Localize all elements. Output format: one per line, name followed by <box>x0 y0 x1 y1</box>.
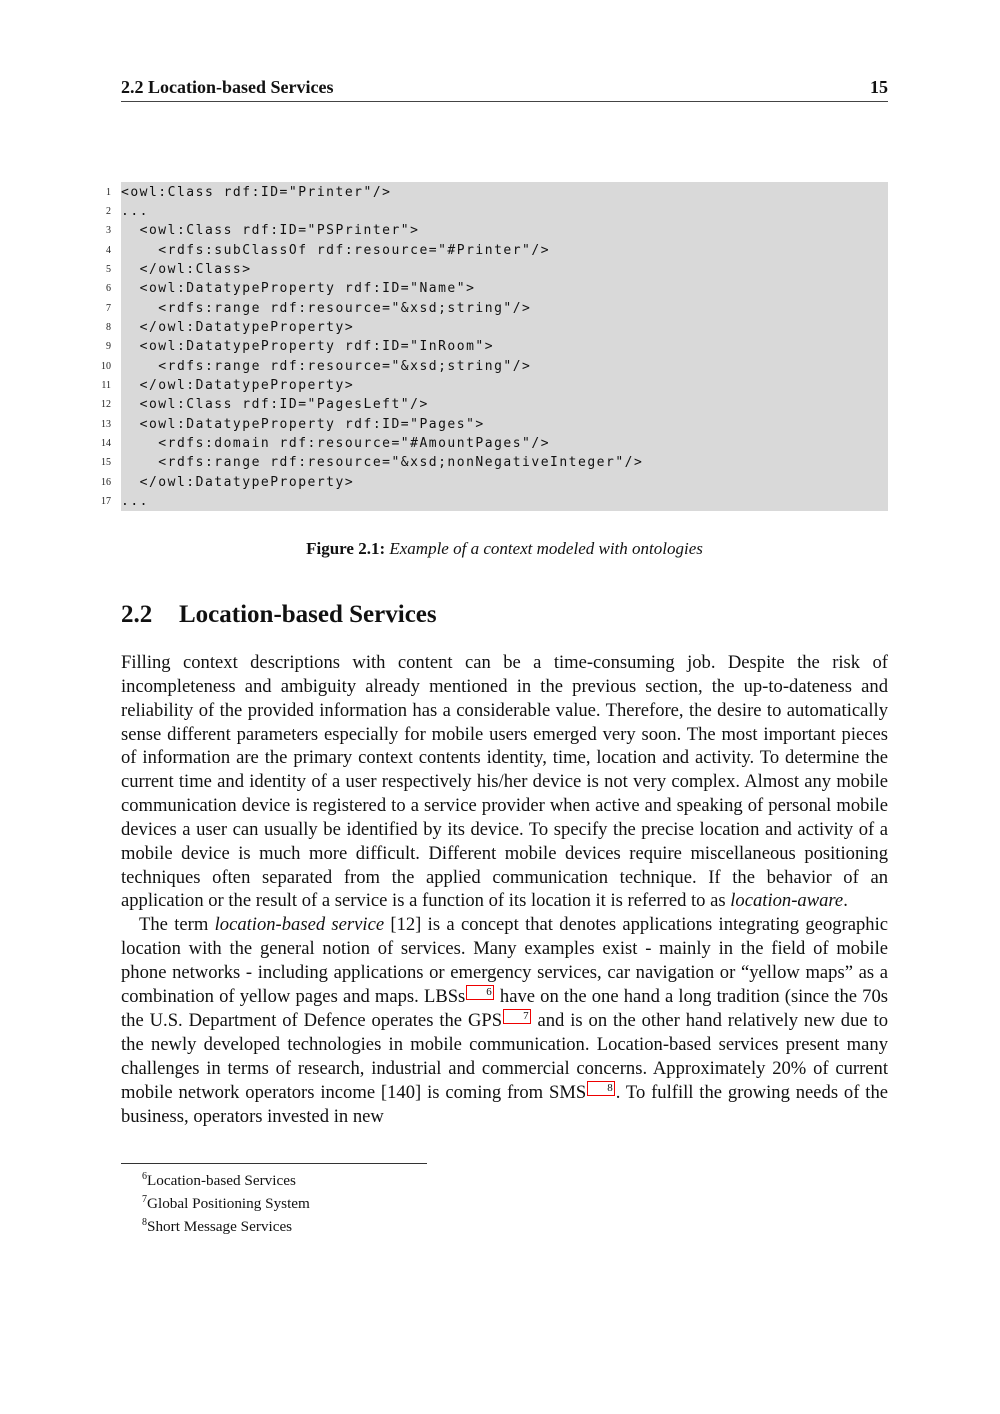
line-number: 1 <box>106 186 111 198</box>
footnotes <box>142 1167 310 1236</box>
section-heading <box>121 601 888 629</box>
code-text: <owl:DatatypeProperty rdf:ID="Pages"> <box>121 416 485 432</box>
paragraph-1-text: Filling context descriptions with content can be a time-consuming job. Despite the risk of incompleteness and ambiguity already mentioned in the previous section, the up-to-dateness and reliability of the provided information has a considerable value. Therefore, the desire to automatically sense different parameters especially for mobile users emerged very soon. The most important pieces of information are the primary context contents identity, time, location and activity. To determine the current time and identity of a user respectively his/her device is not very complex. Almost any mobile communication device is registered to a service provider when active and speaking of personal mobile devices a user can usually be identified by its device. To specify the precise location and activity of a mobile device is much more difficult. Different mobile devices require miscellaneous positioning techniques often separated from the applied communication technique. If the behavior of an application or the result of a service is a function of its location it is referred to as <box>121 652 888 912</box>
line-number: 16 <box>101 476 111 488</box>
footnote <box>142 1213 310 1236</box>
line-number: 4 <box>106 244 111 256</box>
paragraph-2-part-5: . To fulfill the growing needs of the business, operators invested in new <box>121 1081 888 1127</box>
line-number: 14 <box>101 438 111 450</box>
footnote-ref-8[interactable]: 8 <box>587 1081 615 1096</box>
paragraph-2-part-1: The term <box>139 914 215 936</box>
line-number: 13 <box>101 418 111 430</box>
paragraph-1-emphasis: location-aware <box>730 890 844 912</box>
code-text: </owl:DatatypeProperty> <box>121 378 355 393</box>
line-number: 10 <box>101 360 111 372</box>
code-text: <owl:Class rdf:ID="Printer"/> <box>121 184 392 200</box>
code-text: <owl:Class rdf:ID="PagesLeft"/> <box>121 397 429 413</box>
line-number: 17 <box>101 496 111 508</box>
line-number: 5 <box>106 263 111 275</box>
code-text: <rdfs:range rdf:resource="&xsd;nonNegativeInteger"/> <box>121 455 644 471</box>
section-number: 2.2 <box>121 601 153 628</box>
paragraph-1-end: . <box>843 890 848 912</box>
footnote <box>142 1167 310 1190</box>
line-number: 7 <box>106 302 111 314</box>
code-text: <owl:DatatypeProperty rdf:ID="InRoom"> <box>121 339 495 355</box>
body-text <box>121 651 888 1128</box>
line-number: 6 <box>106 283 111 295</box>
paragraph-1 <box>121 651 888 913</box>
footnote <box>142 1190 310 1213</box>
line-number: 12 <box>101 399 111 411</box>
figure-caption <box>121 539 888 559</box>
paragraph-2-emphasis: location-based service <box>214 914 385 936</box>
figure-caption-text: Example of a context modeled with ontologies <box>389 539 703 558</box>
footnote-mark: 6 <box>142 1171 147 1182</box>
footnote-ref-7[interactable]: 7 <box>503 1009 531 1024</box>
footnote-text: Global Positioning System <box>147 1195 310 1213</box>
footnote-ref-6[interactable]: 6 <box>466 985 494 1000</box>
running-head-title: 2.2 Location-based Services <box>121 77 334 97</box>
code-text: <owl:DatatypeProperty rdf:ID="Name"> <box>121 281 476 297</box>
footnote-text: Short Message Services <box>147 1218 293 1236</box>
line-number: 8 <box>106 321 111 333</box>
line-number: 9 <box>106 341 111 353</box>
paragraph-2-part-2: [12] is a concept that denotes applications integrating geographic location with the general notion of services. Many examples exist - mainly in the field of mobile phone networks - including applications or emergency services, car navigation or “yellow maps” as a combination of yellow pages and maps. LBSs <box>121 914 888 1007</box>
section-title: Location-based Services <box>179 601 437 628</box>
footnote-mark: 8 <box>142 1217 147 1229</box>
footnote-text: Location-based Services <box>147 1172 296 1190</box>
code-text: <rdfs:range rdf:resource="&xsd;string"/> <box>121 300 532 316</box>
code-text: <rdfs:range rdf:resource="&xsd;string"/> <box>121 358 532 374</box>
line-number: 15 <box>101 457 111 469</box>
code-text: ... <box>121 494 149 510</box>
paragraph-2-part-3: have on the one hand a long tradition (since the 70s the U.S. Department of Defence operates the GPS <box>121 986 888 1032</box>
footnote-mark: 7 <box>142 1194 147 1206</box>
running-head <box>121 77 888 102</box>
line-number: 2 <box>106 205 111 217</box>
code-text: ... <box>121 203 149 219</box>
code-text: </owl:Class> <box>121 261 252 277</box>
paragraph-2 <box>121 913 888 1128</box>
figure-caption-label: Figure 2.1: <box>306 539 386 558</box>
footnote-divider <box>121 1163 427 1164</box>
code-text: <owl:Class rdf:ID="PSPrinter"> <box>121 223 420 239</box>
code-text: <rdfs:subClassOf rdf:resource="#Printer"/> <box>121 242 551 258</box>
code-text: </owl:DatatypeProperty> <box>121 474 355 490</box>
code-text: <rdfs:domain rdf:resource="#AmountPages"/> <box>121 436 551 452</box>
code-text: </owl:DatatypeProperty> <box>121 319 355 335</box>
line-number: 11 <box>101 380 111 391</box>
code-listing <box>101 182 888 511</box>
page-number: 15 <box>870 77 888 97</box>
paragraph-2-part-4: and is on the other hand relatively new due to the newly developed technologies in mobile communication. Location-based services present many challenges in terms of research, industrial and commercial concerns. Approximately 20% of current mobile network operators income [140] is coming from SMS <box>121 1010 888 1103</box>
line-number: 3 <box>106 225 111 237</box>
